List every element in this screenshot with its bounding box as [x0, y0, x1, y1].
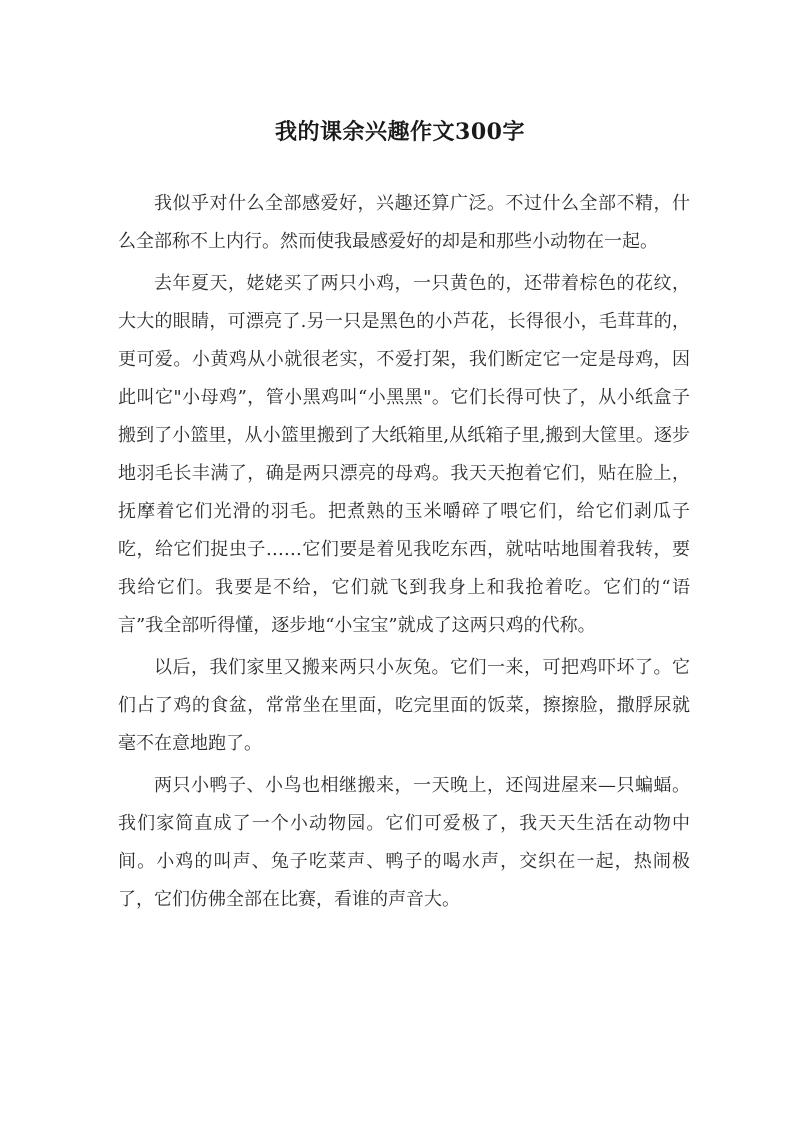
- paragraph-3: 以后，我们家里又搬来两只小灰兔。它们一来，可把鸡吓坏了。它们占了鸡的食盆，常常坐在里面，吃完里面的饭菜，擦擦脸，撒脬尿就毫不在意地跑了。: [118, 657, 690, 754]
- paragraph-1: 我似乎对什么全部感爱好，兴趣还算广泛。不过什么全部不精，什么全部称不上内行。然而使我最感爱好的却是和那些小动物在一起。: [118, 193, 690, 252]
- document-title: 我的课余兴趣作文300字: [275, 118, 525, 145]
- document-body: [118, 185, 690, 919]
- paragraph-4: 两只小鸭子、小鸟也相继搬来，一天晚上，还闯进屋来—只蝙蝠。我们家简直成了一个小动物园。它们可爱极了，我天天生活在动物中间。小鸡的叫声、兔子吃菜声、鸭子的喝水声，交织在一起，热闹极了，它们仿佛全部在比赛，看谁的声音大。: [118, 775, 690, 910]
- paragraph-2: 去年夏天，姥姥买了两只小鸡，一只黄色的，还带着棕色的花纹，大大的眼睛，可漂亮了.另一只是黑色的小芦花，长得很小，毛茸茸的，更可爱。小黄鸡从小就很老实，不爱打架，我们断定它一定是母鸡，因此叫它"小母鸡”，管小黑鸡叫“小黑黑"。它们长得可快了，从小纸盒子搬到了小篮里，从小篮里搬到了大纸箱里,从纸箱子里,搬到大筐里。逐步地羽毛长丰满了，确是两只漂亮的母鸡。我天天抱着它们，贴在脸上，抚摩着它们光滑的羽毛。把煮熟的玉米嚼碎了喂它们，给它们剥瓜子吃，给它们捉虫子……它们要是着见我吃东西，就咕咕地围着我转，要我给它们。我要是不给，它们就飞到我身上和我抢着吃。它们的“语言”我全部听得懂，逐步地“小宝宝”就成了这两只鸡的代称。: [118, 273, 690, 636]
